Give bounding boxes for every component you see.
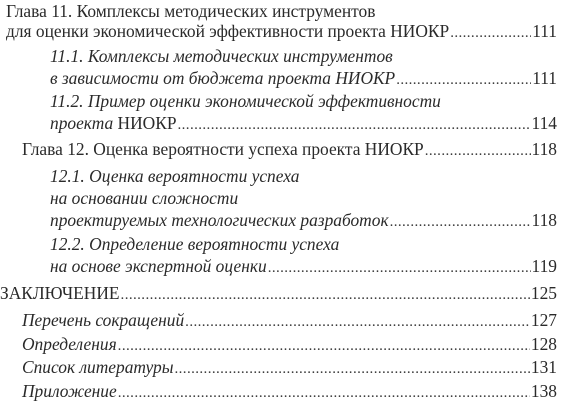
page-number: 127 — [530, 310, 557, 330]
toc-entry-section-11-1[interactable] — [50, 67, 557, 89]
toc-entry-chapter-11[interactable] — [6, 20, 557, 42]
toc-entry-chapter-12[interactable] — [22, 138, 557, 160]
section-11-1-title-line-1: 11.1. Комплексы методических инструментов — [50, 46, 393, 66]
section-12-2-title-line-1: 12.2. Определение вероятности успеха — [50, 234, 340, 254]
dot-leader — [175, 358, 530, 380]
section-11-2-title-plain-part: НИОКР — [117, 113, 177, 133]
dot-leader — [121, 284, 530, 306]
dot-leader — [450, 22, 531, 44]
section-11-2-title-line-1: 11.2. Пример оценки экономической эффективности — [50, 91, 441, 111]
page-number: 114 — [531, 113, 557, 133]
dot-leader — [268, 257, 531, 279]
toc-entry-appendix[interactable] — [22, 380, 557, 402]
section-12-1-title-line-1: 12.1. Оценка вероятности успеха — [50, 166, 300, 186]
dot-leader — [185, 311, 530, 333]
page-number: 111 — [532, 21, 557, 41]
page-number: 138 — [530, 381, 557, 401]
page-number: 111 — [532, 68, 557, 88]
page-number: 125 — [530, 283, 557, 303]
section-12-1-title-line-2: на основании сложности — [50, 188, 239, 208]
chapter-12-title: Глава 12. Оценка вероятности успеха проекта НИОКР — [22, 139, 424, 159]
dot-leader — [178, 114, 531, 136]
appendix-title: Приложение — [22, 381, 117, 401]
references-title: Список литературы — [22, 357, 174, 377]
page-number: 118 — [531, 210, 557, 230]
toc-entry-section-12-2[interactable] — [50, 255, 557, 277]
toc-entry-references[interactable] — [22, 356, 557, 378]
section-12-1-title-line-3: проектируемых технологических разработок — [50, 210, 389, 230]
toc-entry-section-12-1[interactable] — [50, 209, 557, 231]
page-number: 119 — [531, 256, 557, 276]
toc-entry-abbreviations[interactable] — [22, 309, 557, 331]
section-11-2-title-italic-part: проекта — [50, 113, 114, 133]
page-number: 131 — [530, 357, 557, 377]
toc-entry-definitions[interactable] — [22, 333, 557, 355]
abbreviations-title: Перечень сокращений — [22, 310, 185, 330]
dot-leader — [396, 69, 531, 91]
chapter-11-title-line-2: для оценки экономической эффективности проекта НИОКР — [6, 21, 450, 41]
dot-leader — [118, 382, 530, 404]
page-number: 128 — [530, 334, 557, 354]
definitions-title: Определения — [22, 334, 117, 354]
dot-leader — [425, 140, 531, 162]
conclusion-title: ЗАКЛЮЧЕНИЕ — [0, 283, 120, 303]
dot-leader — [118, 335, 530, 357]
chapter-11-title-line-1: Глава 11. Комплексы методических инструментов — [6, 1, 376, 21]
section-11-2-title-line-2 — [50, 112, 177, 134]
dot-leader — [390, 211, 531, 233]
section-12-2-title-line-2: на основе экспертной оценки — [50, 256, 267, 276]
toc-entry-conclusion[interactable] — [0, 282, 557, 304]
section-11-1-title-line-2: в зависимости от бюджета проекта НИОКР — [50, 68, 396, 88]
toc-entry-section-11-2[interactable] — [50, 112, 557, 134]
page-number: 118 — [531, 139, 557, 159]
